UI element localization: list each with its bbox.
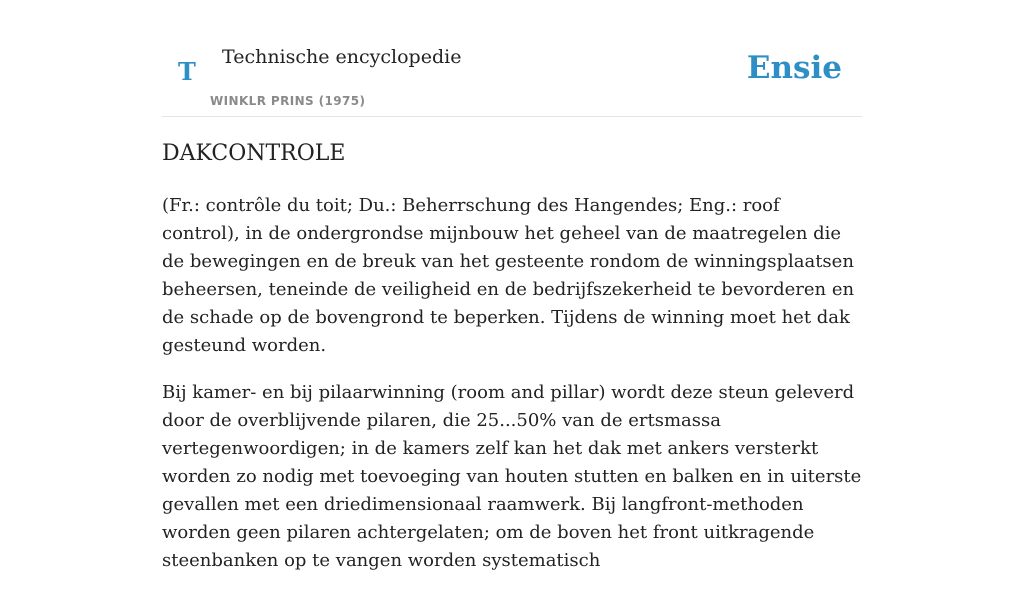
book-title[interactable]: Technische encyclopedie	[222, 46, 462, 68]
paragraph: Bij kamer- en bij pilaarwinning (room and pillar) wordt deze steun geleverd door de overblijvende pilaren, die 25...50% van de ertsmassa vertegenwoordigen; in de kamers zelf kan het dak met ankers versterkt worden zo nodig met toevoeging van houten stutten en balken en in uiterste gevallen met een driedimensionaal raamwerk. Bij langfront-methoden worden geen pilaren achtergelaten; om de boven het front uitkragende steenbanken op te vangen worden systematisch	[162, 382, 862, 571]
category-logo[interactable]: T	[178, 57, 196, 86]
header	[162, 0, 862, 117]
brand-logo[interactable]: Ensie	[746, 50, 842, 86]
article-container	[162, 0, 862, 571]
publisher-label: WINKLR PRINS (1975)	[210, 94, 366, 108]
entry-body	[162, 192, 862, 594]
entry-title: DAKCONTROLE	[162, 141, 346, 166]
paragraph: (Fr.: contrôle du toit; Du.: Beherrschung des Hangendes; Eng.: roof control), in de ondergrondse mijnbouw het geheel van de maatregelen die de bewegingen en de breuk van het gesteente rondom de winningsplaatsen beheersen, teneinde de veiligheid en de bedrijfszekerheid te bevorderen en de schade op de bovengrond te beperken. Tijdens de winning moet het dak gesteund worden.	[162, 195, 855, 356]
